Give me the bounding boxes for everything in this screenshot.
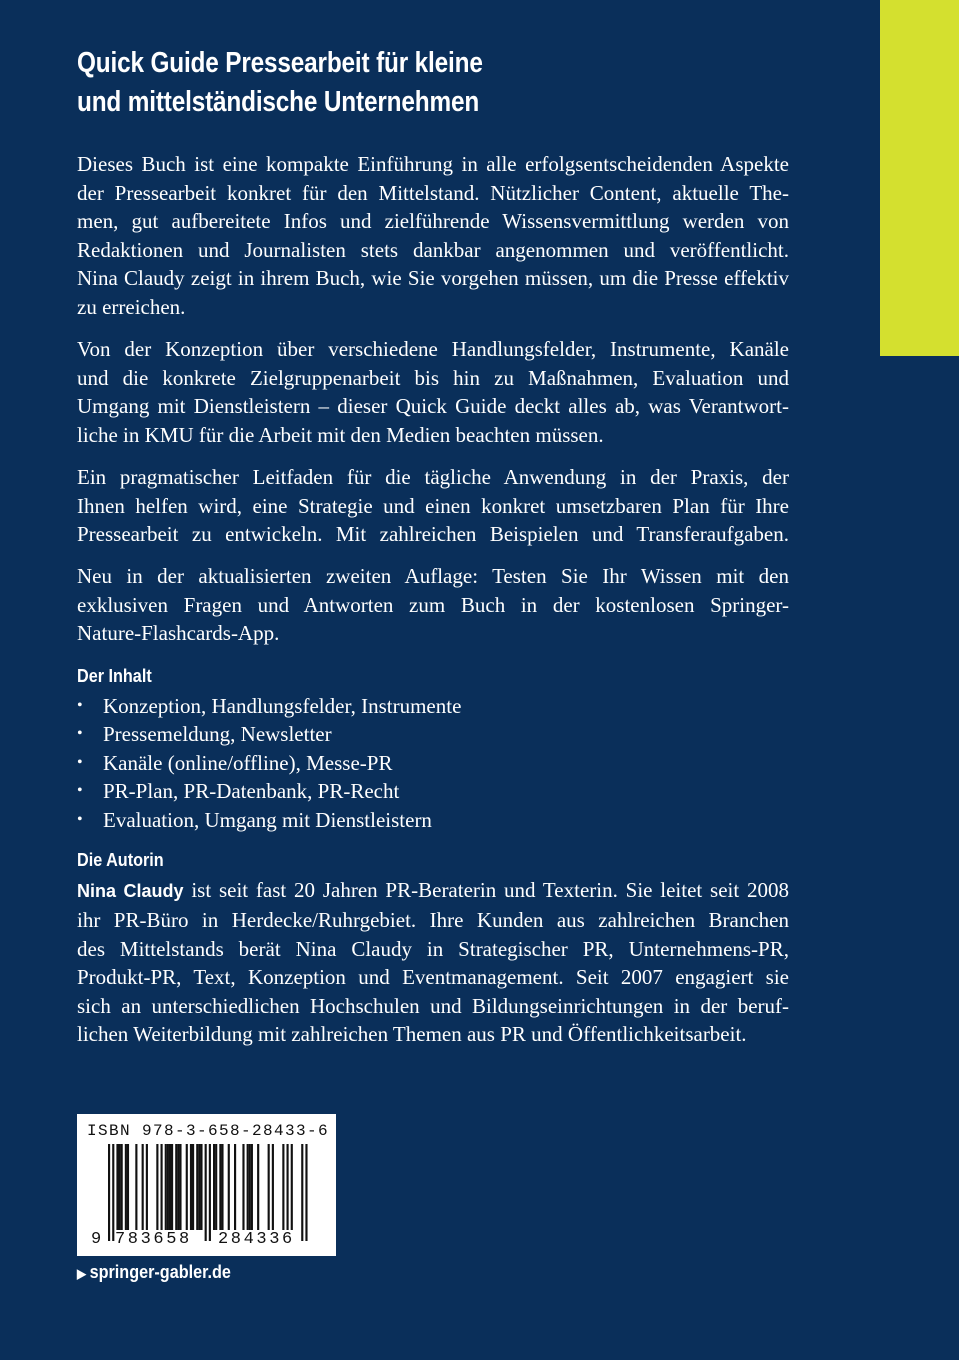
ean-left-group: 783658 — [115, 1230, 192, 1249]
text-line: lichen Weiterbildung mit zahlreichen Themen aus PR und Öffentlichkeitsarbeit. — [77, 1022, 747, 1047]
text-line: der Pressearbeit konkret für den Mittelstand. Nützlicher Content, aktuelle The- — [77, 180, 789, 205]
ean-right-group: 284336 — [218, 1230, 295, 1249]
publisher-website — [77, 1262, 231, 1283]
barcode-bar — [247, 1144, 249, 1230]
barcode-guard-bar — [112, 1144, 114, 1241]
text-line: sich an unterschiedlichen Hochschulen und Bildungseinrichtungen in der beruf- — [77, 993, 789, 1018]
isbn-number: ISBN 978-3-658-28433-6 — [87, 1122, 330, 1140]
text-line: Redaktionen und Journalisten stets dankbar angenommen und veröffentlicht. — [77, 237, 789, 262]
paragraph-2 — [77, 335, 789, 449]
barcode-bar — [215, 1144, 217, 1230]
list-item — [77, 692, 789, 721]
barcode-bar — [146, 1144, 148, 1230]
isbn-barcode — [77, 1114, 336, 1256]
barcode-bar — [200, 1144, 202, 1230]
list-item — [77, 749, 789, 778]
barcode-bar — [186, 1144, 188, 1230]
text-line: Ihnen helfen wird, eine Strategie und einen konkret umsetzbaren Plan für Ihre — [77, 493, 789, 518]
author-name: Nina Claudy — [77, 881, 184, 902]
text-line: Dieses Buch ist eine kompakte Einführung in alle erfolgsentscheidenden Aspekte — [77, 152, 789, 176]
barcode-bar — [142, 1144, 144, 1230]
text-line: Neu in der aktualisierten zweiten Auflage: Testen Sie Ihr Wissen mit den — [77, 564, 789, 589]
barcode-bar — [169, 1144, 171, 1230]
barcode-bar — [116, 1144, 118, 1230]
text-line: Pressearbeit zu entwickeln. Mit zahlreichen Beispielen und Transferaufgaben. — [77, 522, 789, 547]
barcode-bar — [287, 1144, 289, 1230]
text-line: Ein pragmatischer Leitfaden für die tägliche Anwendung in der Praxis, der — [77, 464, 789, 489]
barcode-bar — [242, 1144, 244, 1230]
barcode-bar — [175, 1144, 177, 1230]
barcode-bar — [125, 1144, 127, 1230]
barcode-bar — [213, 1144, 215, 1230]
bullet: • — [77, 696, 83, 714]
barcode-bar — [272, 1144, 274, 1230]
barcode-bar — [177, 1144, 179, 1230]
text-line: Produkt-PR, Text, Konzeption und Eventmanagement. Seit 2007 engagiert sie — [77, 965, 789, 990]
barcode-bar — [257, 1144, 259, 1230]
list-item-text: Evaluation, Umgang mit Dienstleistern — [103, 807, 432, 832]
bullet: • — [77, 782, 83, 800]
barcode-bar — [249, 1144, 251, 1230]
text-line: ihr PR-Büro in Herdecke/Ruhrgebiet. Ihre Kunden aus zahlreichen Branchen — [77, 908, 789, 933]
barcode-guard-bar — [209, 1144, 211, 1241]
bullet: • — [77, 753, 83, 771]
barcode-guard-bar — [305, 1144, 307, 1241]
accent-bar — [880, 0, 959, 356]
author-bio-text: ist seit fast 20 Jahren PR-Beraterin und Texterin. Sie leitet seit 2008 — [183, 878, 789, 903]
barcode-bar — [268, 1144, 270, 1230]
barcode-bar — [221, 1144, 223, 1230]
author-heading: Die Autorin — [77, 850, 164, 871]
author-bio — [77, 876, 789, 1049]
play-arrow-icon: ▶ — [77, 1266, 86, 1281]
text-line: zu erreichen. — [77, 294, 186, 319]
book-title — [77, 44, 715, 122]
barcode-bar — [165, 1144, 167, 1230]
text-line: Umgang mit Dienstleistern – dieser Quick Guide deckt alles ab, was Verantwort- — [77, 394, 789, 419]
text-line: und die konkrete Zielgruppenarbeit bis hin zu Maßnahmen, Evaluation und — [77, 365, 789, 390]
list-item — [77, 777, 789, 806]
text-line — [77, 876, 789, 906]
text-line: exklusiven Fragen und Antworten zum Buch in der kostenlosen Springer- — [77, 592, 789, 617]
text-line: liche in KMU für die Arbeit mit den Medien beachten müssen. — [77, 422, 604, 447]
barcode-guard-bar — [108, 1144, 110, 1241]
barcode-bar — [121, 1144, 123, 1230]
bullet: • — [77, 725, 83, 743]
text-line: Von der Konzeption über verschiedene Handlungsfelder, Instrumente, Kanäle — [77, 337, 789, 362]
barcode-bar — [190, 1144, 192, 1230]
ean-first-digit: 9 — [91, 1230, 102, 1249]
list-item-text: PR-Plan, PR-Datenbank, PR-Recht — [103, 779, 400, 804]
list-item-text: Pressemeldung, Newsletter — [103, 722, 332, 747]
barcode-guard-bar — [301, 1144, 303, 1241]
barcode-bar — [282, 1144, 284, 1230]
contents-list — [77, 692, 789, 835]
barcode-bar — [135, 1144, 137, 1230]
paragraph-3 — [77, 463, 789, 549]
list-item — [77, 720, 789, 749]
text-line: men, gut aufbereitete Infos und zielführende Wissensvermittlung werden von — [77, 209, 789, 234]
barcode-guard-bar — [205, 1144, 207, 1241]
text-line: Nina Claudy zeigt in ihrem Buch, wie Sie vorgehen müssen, um die Presse effektiv — [77, 266, 789, 291]
contents-heading: Der Inhalt — [77, 665, 152, 686]
blurb — [77, 150, 789, 1063]
barcode-bar — [234, 1144, 236, 1230]
barcode-bar — [219, 1144, 221, 1230]
barcode-bar — [251, 1144, 253, 1230]
barcode-bar — [196, 1144, 198, 1230]
barcode-bar — [156, 1144, 158, 1230]
paragraph-1 — [77, 150, 789, 322]
bullet: • — [77, 810, 83, 828]
barcode-bar — [179, 1144, 181, 1230]
text-line: Nature-Flashcards-App. — [77, 621, 280, 646]
list-item-text: Kanäle (online/offline), Messe-PR — [103, 750, 393, 775]
barcode-bar — [291, 1144, 293, 1230]
barcode-bar — [161, 1144, 163, 1230]
title-line-2: und mittelständische Unternehmen — [77, 86, 480, 118]
barcode-bar — [228, 1144, 230, 1230]
barcode-bar — [119, 1144, 121, 1230]
barcode-bar — [198, 1144, 200, 1230]
list-item — [77, 806, 789, 835]
title-line-1: Quick Guide Pressearbeit für kleine — [77, 47, 483, 79]
website-url: springer-gabler.de — [89, 1262, 231, 1282]
paragraph-4 — [77, 562, 789, 648]
barcode-bar — [127, 1144, 129, 1230]
barcode-bar — [192, 1144, 194, 1230]
barcode-bar — [171, 1144, 173, 1230]
text-line: des Mittelstands berät Nina Claudy in Strategischer PR, Unternehmens-PR, — [77, 936, 789, 961]
barcode-bar — [167, 1144, 169, 1230]
list-item-text: Konzeption, Handlungsfelder, Instrumente — [103, 693, 462, 718]
